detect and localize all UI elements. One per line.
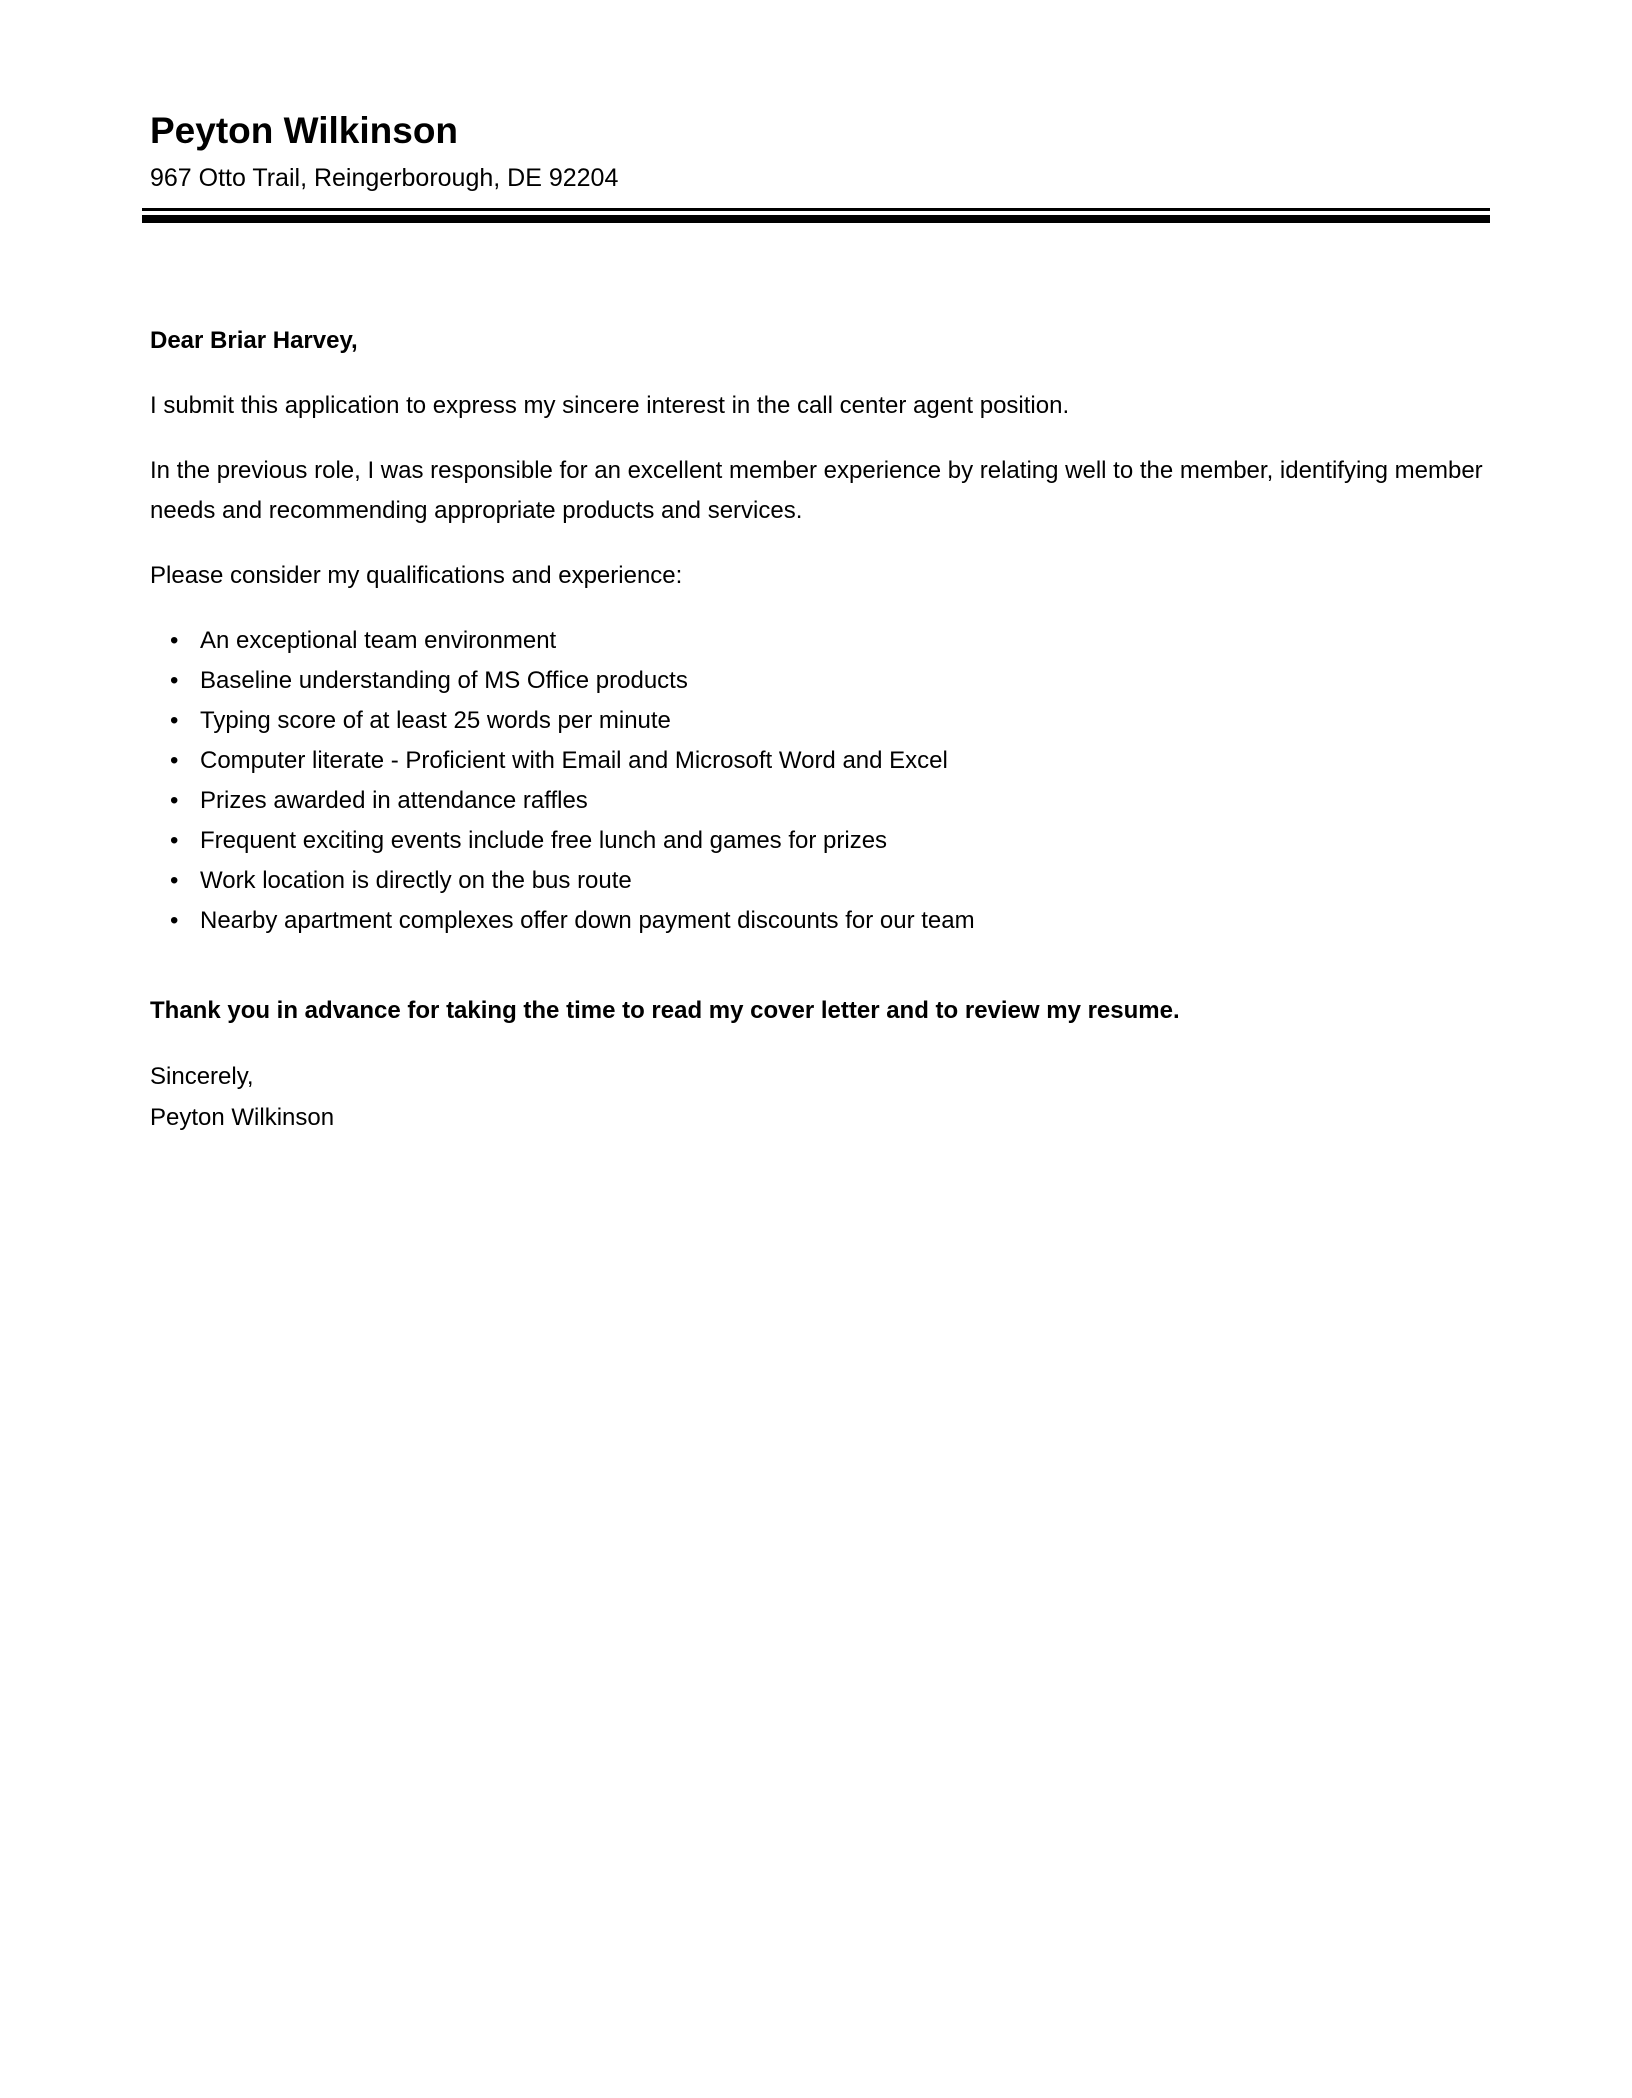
sender-address: 967 Otto Trail, Reingerborough, DE 92204 — [150, 164, 619, 192]
salutation: Dear Briar Harvey, — [150, 327, 358, 354]
list-item — [150, 821, 1490, 861]
bullet-icon: • — [170, 747, 179, 774]
header-divider-rule — [142, 208, 1490, 223]
list-item — [150, 901, 1490, 941]
signature-name: Peyton Wilkinson — [150, 1104, 335, 1131]
letter-body — [150, 321, 1490, 1138]
closing-statement: Thank you in advance for taking the time to read my cover letter and to review my resume. — [150, 997, 1180, 1024]
qualifications-intro: Please consider my qualifications and experience: — [150, 562, 683, 589]
list-item-text: Frequent exciting events include free lunch and games for prizes — [200, 827, 888, 854]
list-item — [150, 661, 1490, 701]
bullet-icon: • — [170, 707, 179, 734]
list-item-text: Nearby apartment complexes offer down payment discounts for our team — [200, 907, 975, 934]
sender-name: Peyton Wilkinson — [150, 110, 459, 151]
bullet-icon: • — [170, 907, 179, 934]
list-item-text: An exceptional team environment — [200, 627, 557, 654]
list-item-text: Typing score of at least 25 words per minute — [200, 707, 671, 734]
list-item-text: Work location is directly on the bus route — [200, 867, 632, 894]
paragraph-previous-role: In the previous role, I was responsible for an excellent member experience by relating well to the member, identifying member needs and recommending appropriate products and services. — [150, 457, 1483, 524]
list-item — [150, 781, 1490, 821]
signoff-block — [150, 1056, 1490, 1138]
list-item — [150, 701, 1490, 741]
bullet-icon: • — [170, 787, 179, 814]
qualifications-list — [150, 621, 1490, 941]
letter-header — [150, 109, 1490, 223]
letter-page — [150, 0, 1490, 1138]
bullet-icon: • — [170, 627, 179, 654]
list-item — [150, 861, 1490, 901]
signoff: Sincerely, — [150, 1063, 254, 1090]
list-item-text: Baseline understanding of MS Office products — [200, 667, 688, 694]
paragraph-interest: I submit this application to express my sincere interest in the call center agent position. — [150, 392, 1070, 419]
bullet-icon: • — [170, 867, 179, 894]
bullet-icon: • — [170, 827, 179, 854]
list-item-text: Computer literate - Proficient with Email and Microsoft Word and Excel — [200, 747, 948, 774]
list-item-text: Prizes awarded in attendance raffles — [200, 787, 588, 814]
list-item — [150, 621, 1490, 661]
list-item — [150, 741, 1490, 781]
bullet-icon: • — [170, 667, 179, 694]
